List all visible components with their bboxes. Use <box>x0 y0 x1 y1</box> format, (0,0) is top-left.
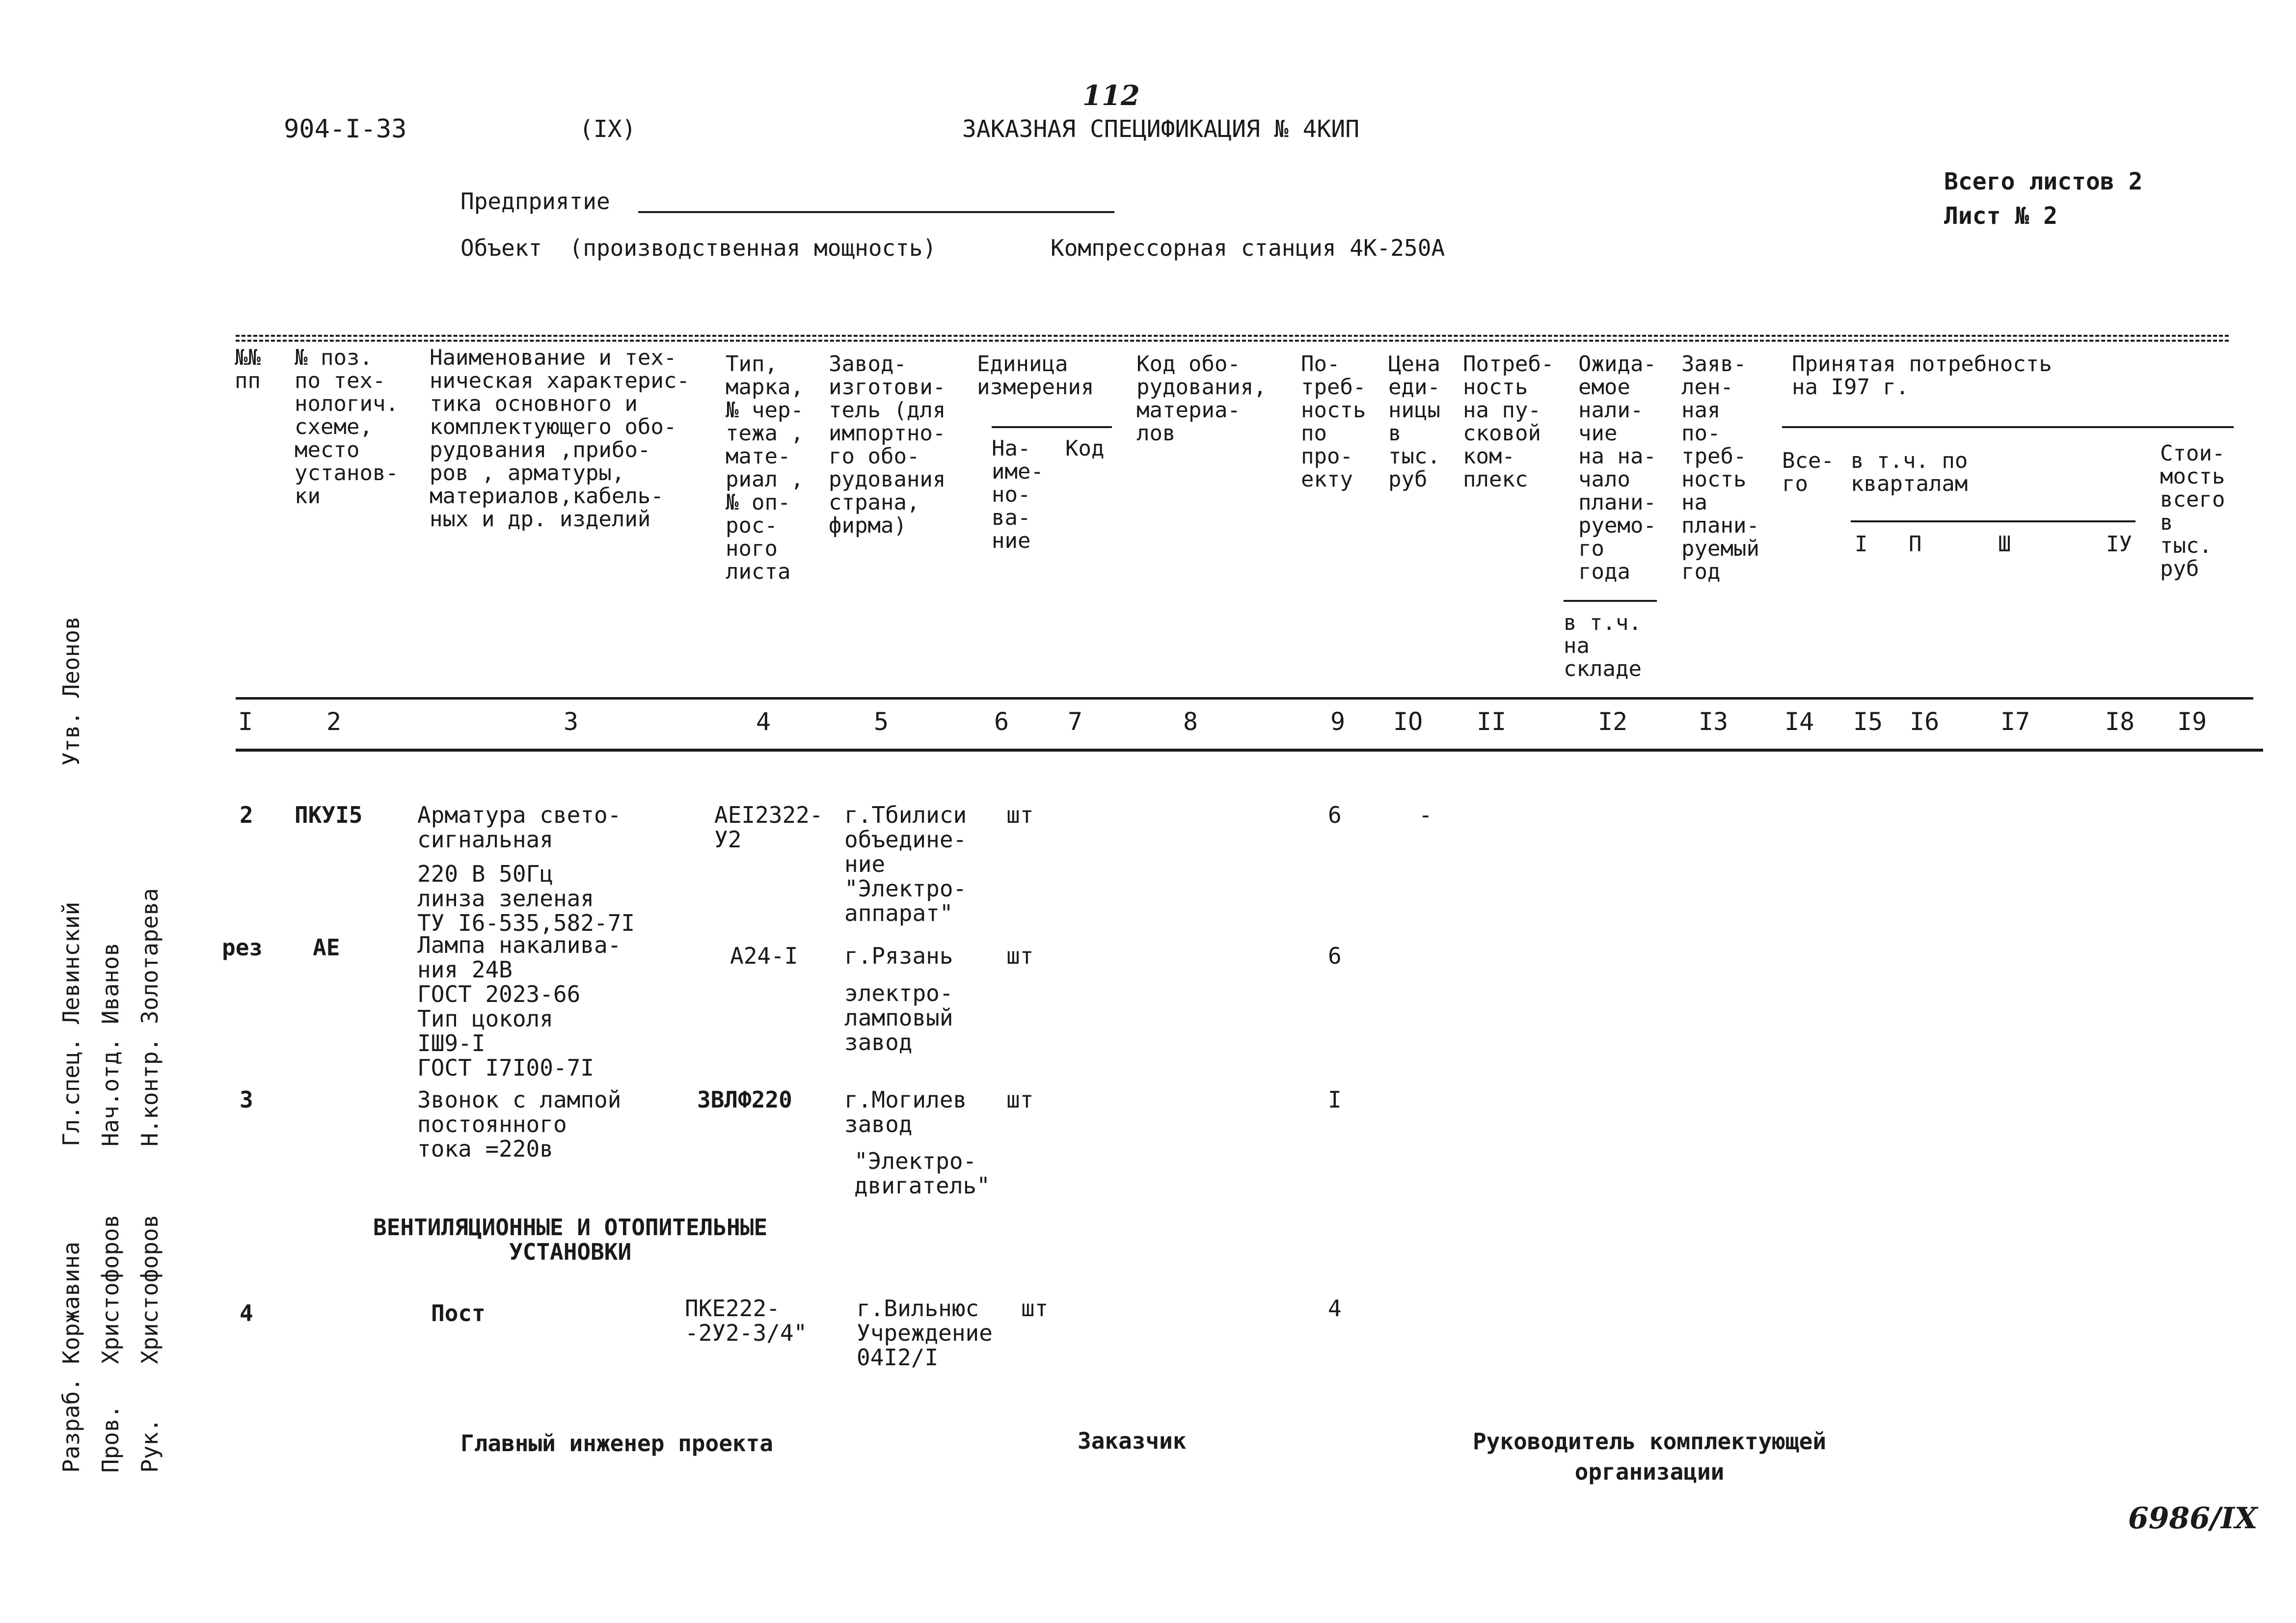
row-unit: шт <box>1006 943 1034 969</box>
object-value: Компрессорная станция 4К-250А <box>1051 235 1445 261</box>
accepted-divider <box>1782 426 2234 428</box>
supplier-label: Руководитель комплектующей организации <box>1473 1428 1827 1485</box>
col-number: I6 <box>1910 707 1940 736</box>
header-c19: Стои- мость всего в тыс. руб <box>2160 441 2225 581</box>
header-c9: По- треб- ность по про- екту <box>1301 352 1366 492</box>
numbers-bottom-rule <box>236 749 2263 752</box>
header-unit: Единица измерения <box>977 352 1094 400</box>
row-maker-details: электро- ламповый завод <box>844 980 953 1055</box>
row-maker: г.Рязань <box>844 943 953 969</box>
row-price: - <box>1419 802 1432 828</box>
row-quantity: 4 <box>1328 1295 1342 1322</box>
customer-label: Заказчик <box>1078 1428 1187 1454</box>
header-c10: Цена еди- ницы в тыс. руб <box>1388 352 1440 492</box>
doc-code: 904-I-33 <box>284 114 407 144</box>
row-maker: г.Тбилиси объедине- ние "Электро- аппарат" <box>844 802 967 926</box>
row-quantity: I <box>1328 1086 1342 1113</box>
object-label: Объект (производственная мощность) <box>460 235 937 261</box>
enterprise-line <box>638 211 1114 213</box>
row-type: АЕI2322- У2 <box>714 802 823 853</box>
col-number: I4 <box>1784 707 1814 736</box>
header-c8: Код обо- рудования, материа- лов <box>1136 352 1267 446</box>
header-c4: Тип, марка, № чер- тежа , мате- риал , № оп- рос- ного листа <box>726 352 804 584</box>
col-number: I8 <box>2105 707 2135 736</box>
page-number: 112 <box>1082 80 1140 112</box>
header-c18: IУ <box>2106 532 2132 557</box>
approval-line-1: Разраб. Коржавина Гл.спец. Левинский Утв. Леонов <box>58 616 84 1473</box>
col-number: I7 <box>2000 707 2030 736</box>
row-quantity: 6 <box>1328 943 1342 969</box>
document-title: ЗАКАЗНАЯ СПЕЦИФИКАЦИЯ № 4КИП <box>962 115 1360 143</box>
col-number: I5 <box>1853 707 1883 736</box>
header-c7: Код <box>1065 436 1105 461</box>
col-number: 3 <box>564 707 579 736</box>
header-accepted: Принятая потребность на I97 г. <box>1792 352 2052 400</box>
col-number: 5 <box>874 707 889 736</box>
header-c15: I <box>1855 532 1868 557</box>
row-type: ЗВЛФ220 <box>697 1086 792 1113</box>
header-quarters: в т.ч. по кварталам <box>1851 448 1968 496</box>
row-number: 3 <box>240 1086 253 1113</box>
header-c2: № поз. по тех- нологич. схеме, место установ- ки <box>295 345 399 509</box>
sheet-number: Лист № 2 <box>1944 202 2058 230</box>
approval-line-2: Пров. Христофоров Нач.отд. Иванов <box>97 942 124 1473</box>
col-number: I <box>238 707 253 736</box>
header-c17: Ш <box>1998 532 2011 557</box>
row-number: 2 <box>240 802 253 828</box>
col-number: I9 <box>2177 707 2207 736</box>
numbers-top-rule <box>236 697 2253 700</box>
header-c13: Заяв- лен- ная по- треб- ность на плани- руемый год <box>1681 352 1759 584</box>
row-position: АЕ <box>313 934 340 961</box>
quarters-divider <box>1851 520 2135 522</box>
row-quantity: 6 <box>1328 802 1342 828</box>
approval-stamp <box>59 196 182 1473</box>
header-c16: П <box>1909 532 1922 557</box>
row-name-details: 220 В 50Гц линза зеленая ТУ I6-535,582-7I <box>417 861 635 936</box>
header-c6: На- име- но- ва- ние <box>992 436 1044 553</box>
row-type: А24-I <box>730 943 798 969</box>
archive-number: 6986/IX <box>2128 1501 2258 1536</box>
c12-divider <box>1564 600 1657 602</box>
header-c1: №№ пп <box>235 345 261 393</box>
col-number: 2 <box>326 707 342 736</box>
col-number: I2 <box>1598 707 1628 736</box>
col-number: IO <box>1393 707 1423 736</box>
chief-engineer-label: Главный инженер проекта <box>460 1430 773 1457</box>
row-position: ПКУI5 <box>295 802 363 828</box>
row-type: ПКЕ222- -2У2-3/4" <box>685 1295 808 1346</box>
volume: (IX) <box>579 115 636 143</box>
row-number: 4 <box>240 1300 253 1326</box>
row-unit: шт <box>1006 1086 1034 1113</box>
col-number: 7 <box>1068 707 1083 736</box>
enterprise-label: Предприятие <box>460 188 610 215</box>
row-unit: шт <box>1006 802 1034 828</box>
row-maker: г.Могилев завод <box>844 1086 967 1137</box>
col-number: I3 <box>1699 707 1729 736</box>
row-maker-details: "Электро- двигатель" <box>854 1148 990 1199</box>
row-name: Арматура свето- сигнальная <box>417 802 621 853</box>
approval-line-3: Рук. Христофоров Н.контр. Золотарева <box>136 888 163 1473</box>
header-c12: Ожида- емое нали- чие на на- чало плани- руемо- го года <box>1578 352 1656 584</box>
row-number: рез <box>222 934 263 961</box>
col-number: 4 <box>756 707 771 736</box>
table-top-rule-2 <box>236 340 2229 342</box>
row-name: Пост <box>431 1300 486 1326</box>
header-c12b: в т.ч. на складе <box>1564 610 1642 681</box>
col-number: 6 <box>994 707 1009 736</box>
row-unit: шт <box>1021 1295 1049 1322</box>
section-title: ВЕНТИЛЯЦИОННЫЕ И ОТОПИТЕЛЬНЫЕ УСТАНОВКИ <box>373 1214 768 1265</box>
col-number: 9 <box>1330 707 1346 736</box>
unit-divider <box>992 426 1112 428</box>
table-top-rule <box>236 335 2229 337</box>
header-c5: Завод- изготови- тель (для импортно- го обо- рудования страна, фирма) <box>829 352 946 538</box>
header-c3: Наименование и тех- ническая характерис- тика основного и комплектующего обо- рудования ,прибо- ров , арматуры, материалов,кабель- ных и др. изделий <box>430 345 690 532</box>
row-name: Лампа накалива- ния 24В ГОСТ 2023-66 Тип цоколя IШ9-I ГОСТ I7I00-7I <box>417 932 621 1081</box>
total-sheets: Всего листов 2 <box>1944 168 2143 195</box>
row-name: Звонок с лампой постоянного тока =220в <box>417 1086 621 1162</box>
row-maker: г.Вильнюс Учреждение 04I2/I <box>857 1295 993 1371</box>
header-c11: Потреб- ность на пу- сковой ком- плекс <box>1463 352 1554 492</box>
header-c14: Все- го <box>1782 448 1834 496</box>
col-number: 8 <box>1183 707 1198 736</box>
col-number: II <box>1477 707 1507 736</box>
